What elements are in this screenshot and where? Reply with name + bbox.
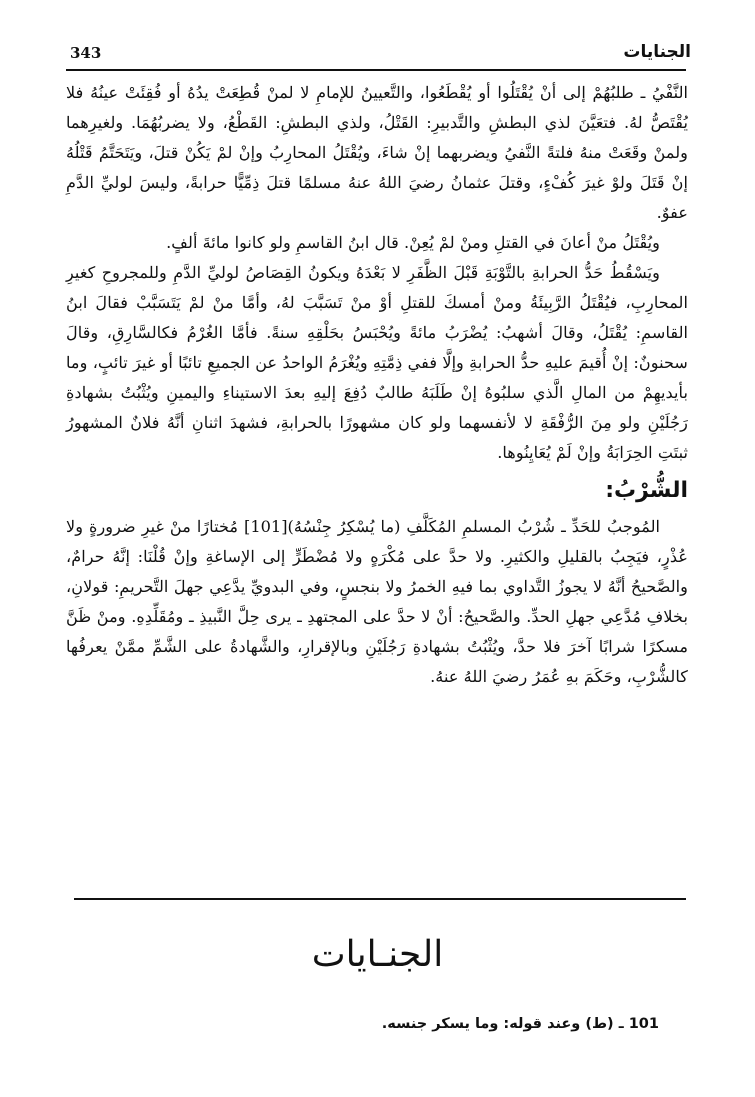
running-title: الجنايات xyxy=(623,42,691,62)
paragraph: المُوجبُ للحَدِّ ـ شُرْبُ المسلمِ المُكَلَّفِ (ما يُسْكِرُ جِنْسُهُ)[101] مُختارًا منْ غيرِ ضرورةٍ ولا عُذْرٍ، فيَجِبُ بالقليلِ والكثيرِ. ولا حدَّ على مُكْرَهٍ ولا مُضْطَرٍّ إلى الإساغةِ وإنْ قُلْنَا: إنَّهُ حرامٌ، والصَّحيحُ أنَّهُ لا يجوزُ التَّداوي بما فيهِ الخمرُ ولا بنجسٍ، وفي البدويِّ يدَّعِي جهلَ التَّحريمِ: قولانِ، بخلافِ مُدَّعِي جهلِ الحدِّ. والصَّحيحُ: أنْ لا حدَّ على المجتهدِ ـ يرى حِلَّ النَّبيذِ ـ ومُقَلِّدِهِ. ومنْ ظَنَّ مسكرًا شرابًا آخرَ فلا حدَّ، ويُثْبُتُ بشهادةِ رَجُلَيْنِ وبالإقرارِ، والشَّهادةُ على الشَّمِّ ممَّنْ يعرفُها كالشُّرْبِ، وحَكَمَ بهِ عُمَرُ رضيَ اللهُ عنهُ. xyxy=(66,517,688,686)
footnote-divider xyxy=(74,898,686,900)
footnote: 101 ـ (ط) وعند قوله: وما يسكر جنسه. xyxy=(381,1016,659,1032)
paragraph: النَّفْيُ ـ طلبُهُمْ إلى أنْ يُقْتَلُوا أو يُقْطَعُوا، والتَّعيينُ للإمامِ لا لمنْ قُطِعَتْ يدُهُ أو فُقِئَتْ عينُهُ فلا يُقْتَصُّ لهُ. فتعَيَّنَ لذي البطشِ والتَّدبيرِ: القَتْلُ، ولذي البطشِ: القَطْعُ، ولا يضربُهُمَا. ولغيرِهما ولمنْ وقَعَتْ منهُ فلتةً النَّفيُ ويضربهما إنْ شاءَ، ويُقْتَلُ المحارِبُ وإنْ لمْ يَكُنْ قتلَ، ويَتَحَتَّمُ قَتْلُهُ إنْ قَتَلَ ولوْ غيرَ كُفْءٍ، وقتلَ عثمانُ رضيَ اللهُ عنهُ مسلمًا قتلَ ذِمِّيًّا حرابةً، وليسَ لوليِّ الدَّمِ عفوٌ. xyxy=(66,83,688,222)
paragraph: ويَسْقُطُ حَدُّ الحرابةِ بالتَّوْبَةِ قَبْلَ الظَّفَرِ لا بَعْدَهُ ويكونُ القِصَاصُ لوليِّ الدَّمِ وللمجروحِ كغيرِ المحارِبِ، فيُقْتَلُ الرَّبِيئَةُ ومنْ أمسكَ للقتلِ أوْ منْ تَسَبَّبَ لهُ، وأمَّا منْ لمْ يَتَسَبَّبْ فقالَ ابنُ القاسمِ: يُقْتَلُ، وقالَ أشهبُ: يُضْرَبُ مائةً ويُحْبَسُ بحَلْقِهِ سنةً. فأمَّا الغُرْمُ فكالسَّارِقِ، وقالَ سحنونٌ: إنْ أُقيمَ عليهِ حدُّ الحرابةِ وإلَّا ففي ذِمَّتِهِ ويُغْرَمُ الواحدُ عن الجميعِ تائبًا أو غيرَ تائبٍ، وما بأيديهِمْ من المالِ الَّذي سلبُوهُ إنْ طَلَبَهُ طالبٌ دُفِعَ إليهِ بعدَ الاستيناءِ واليمينِ ويُثْبُتُ بشهادةِ رَجُلَيْنِ ولو مِنَ الرُّفْقَةِ لا لأنفسهما ولو كان مشهورًا بالحرابةِ، فشهدَ اثنانِ أنَّهُ فلانٌ المشهورُ ثبتَتِ الحِرَابَةُ وإنْ لَمْ يُعَايِنُوها. xyxy=(66,263,688,462)
header-rule xyxy=(66,69,686,71)
chapter-title: الجنـايات xyxy=(311,934,444,975)
section-heading: الشُّرْبُ: xyxy=(605,478,688,503)
page-number: 343 xyxy=(70,44,102,62)
paragraph: ويُقْتَلُ منْ أعانَ في القتلِ ومنْ لمْ يُعِنْ. قال ابنُ القاسمِ ولو كانوا مائةَ ألفٍ. xyxy=(166,233,660,252)
main-text xyxy=(66,78,688,692)
